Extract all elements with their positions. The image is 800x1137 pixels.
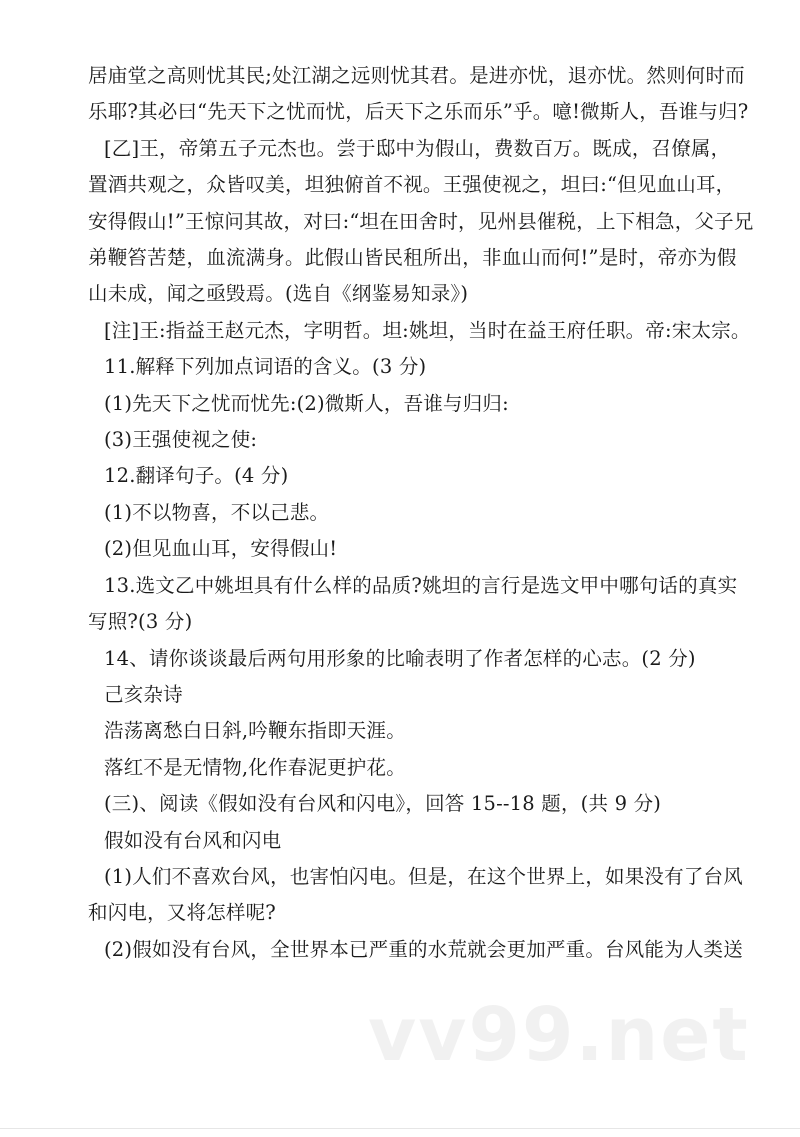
page-bottom-divider xyxy=(0,1128,800,1129)
question-line: (3)王强使视之使: xyxy=(104,428,258,452)
question-line: (1)不以物喜，不以己悲。 xyxy=(104,500,330,524)
question-line: (2)但见血山耳，安得假山! xyxy=(104,537,338,561)
poem-title: 己亥杂诗 xyxy=(104,682,183,706)
document-body xyxy=(88,58,754,968)
paragraph-line: 和闪电，又将怎样呢? xyxy=(88,901,276,925)
question-line: (1)先天下之忧而忧先:(2)微斯人，吾谁与归归: xyxy=(104,391,509,415)
paragraph-line: (2)假如没有台风，全世界本已严重的水荒就会更加严重。台风能为人类送 xyxy=(104,937,743,961)
watermark-text: vv99.net xyxy=(368,992,750,1078)
text-line: 安得假山!”王惊问其故，对曰:“坦在田舍时，见州县催税，上下相急，父子兄 xyxy=(88,209,754,233)
question-line: 13.选文乙中姚坦具有什么样的品质?姚坦的言行是选文甲中哪句话的真实 xyxy=(104,573,738,597)
question-line: 14、请你谈谈最后两句用形象的比喻表明了作者怎样的心志。(2 分) xyxy=(104,646,696,670)
text-line: 弟鞭笞苦楚，血流满身。此假山皆民租所出，非血山而何!”是时，帝亦为假 xyxy=(88,246,737,270)
section-heading: (三)、阅读《假如没有台风和闪电》，回答 15--18 题，(共 9 分) xyxy=(104,792,662,816)
question-line: 11.解释下列加点词语的含义。(3 分) xyxy=(104,355,427,379)
article-title: 假如没有台风和闪电 xyxy=(104,828,282,852)
note-line: [注]王:指益王赵元杰，字明哲。坦:姚坦，当时在益王府任职。帝:宋太宗。 xyxy=(104,318,751,342)
poem-line: 落红不是无情物,化作春泥更护花。 xyxy=(104,755,406,779)
text-line: 山未成，闻之亟毁焉。(选自《纲鉴易知录》) xyxy=(88,282,469,306)
poem-line: 浩荡离愁白日斜,吟鞭东指即天涯。 xyxy=(104,719,406,743)
paragraph-line: (1)人们不喜欢台风，也害怕闪电。但是，在这个世界上，如果没有了台风 xyxy=(104,864,743,888)
question-line: 12.翻译句子。(4 分) xyxy=(104,464,289,488)
text-line: 置酒共观之，众皆叹美，坦独俯首不视。王强使视之，坦曰:“但见血山耳， xyxy=(88,173,736,197)
text-line: 居庙堂之高则忧其民;处江湖之远则忧其君。是进亦忧，退亦忧。然则何时而 xyxy=(88,64,745,87)
question-line: 写照?(3 分) xyxy=(88,610,193,634)
text-line: [乙]王，帝第五子元杰也。尝于邸中为假山，费数百万。既成，召僚属， xyxy=(104,136,731,160)
text-line: 乐耶?其必曰“先天下之忧而忧，后天下之乐而乐”乎。噫!微斯人，吾谁与归? xyxy=(88,100,749,124)
